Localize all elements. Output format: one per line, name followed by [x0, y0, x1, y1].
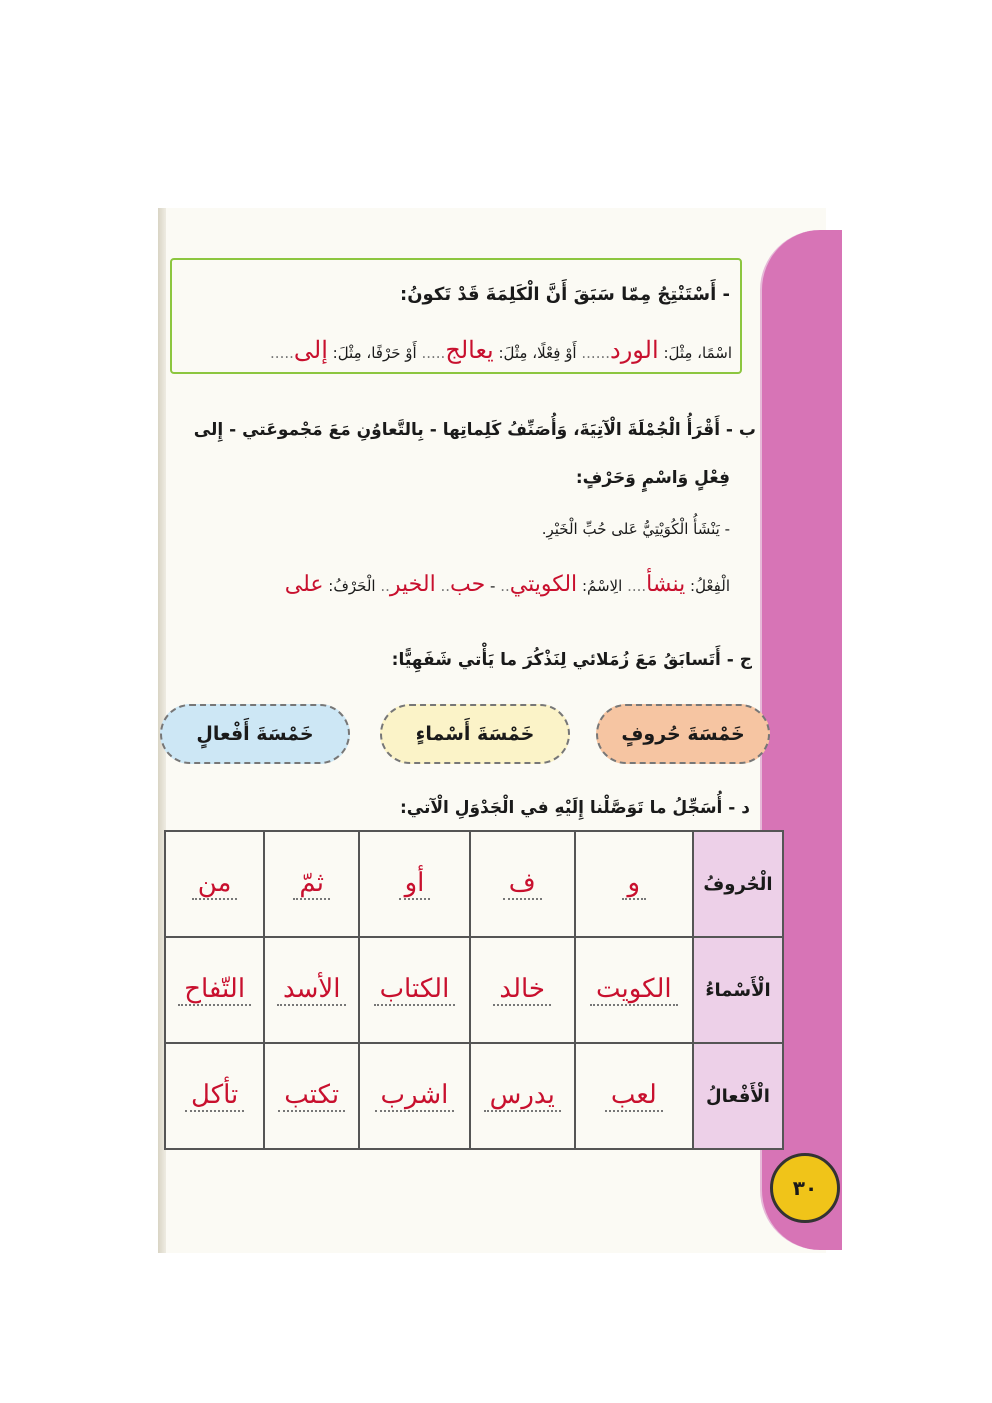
section-d-heading: د - أُسَجِّلُ ما تَوَصَّلْنا إِلَيْهِ في الْجَدْوَلِ الْآتي: [400, 798, 750, 818]
section-b-heading-line1: ب - أَقْرَأُ الْجُمْلَةَ الْآتِيَةَ، وَأُصَنِّفُ كَلِماتِها - بِالتَّعاوُنِ مَعَ مَجْموعَتي - إِلى [193, 420, 756, 440]
cell-answer: التّفاح [178, 974, 251, 1006]
section-b-sentence: - يَنْشَأُ الْكُوَيْتِيُّ عَلى حُبِّ الْخَيْرِ. [541, 520, 730, 538]
table-row-letters [165, 831, 783, 937]
cell-answer: اشرب [375, 1080, 455, 1112]
cell-answer: و [622, 868, 647, 900]
noun-answer-b-3: الخير [389, 572, 436, 597]
table-cell [470, 1043, 575, 1149]
pill-five-verbs-label: خَمْسَةَ أَفْعالٍ [196, 723, 314, 745]
table-cell [165, 937, 264, 1043]
section-b-answer-line: الْفِعْلُ: ينشأ.... الِاسْمُ: الكويتي.. - حب.. الخير.. الْحَرْفُ: على [284, 572, 730, 597]
table-cell [165, 1043, 264, 1149]
noun-answer-b-1: الكويتي [509, 572, 578, 597]
cell-answer: ثمّ [293, 868, 330, 900]
table-cell [264, 1043, 359, 1149]
noun-answer-b-2: حب [450, 572, 486, 597]
pill-five-nouns-label: خَمْسَةَ أَسْماءٍ [415, 723, 535, 745]
cell-answer: الأسد [277, 974, 346, 1006]
table-row-verbs [165, 1043, 783, 1149]
table-cell [359, 1043, 470, 1149]
prefix-letter: أَوْ حَرْفًا، مِثْلَ: [332, 344, 417, 362]
letter-answer: إلى [293, 336, 328, 364]
pill-five-nouns [380, 704, 570, 764]
table-cell [359, 831, 470, 937]
section-a-answer-line: اسْمًا، مِثْلَ: الورد...... أَوْ فِعْلًا، مِثْلَ: يعالج..... أَوْ حَرْفًا، مِثْلَ: إلى..... [270, 336, 732, 364]
row-head-verbs: الْأَفْعالُ [693, 1043, 783, 1149]
page-number-badge [770, 1153, 840, 1223]
classification-table [164, 830, 784, 1150]
section-c-heading: ج - أَتَسابَقُ مَعَ زُمَلائي لِنَذْكُرَ ما يَأْتي شَفَهِيًّا: [391, 650, 752, 670]
page-number: ٣٠ [792, 1176, 818, 1200]
cell-answer: من [192, 868, 238, 900]
table-cell [470, 831, 575, 937]
table-cell [165, 831, 264, 937]
table-cell [470, 937, 575, 1043]
verb-answer-b: ينشأ [646, 572, 686, 597]
row-head-letters: الْحُروفُ [693, 831, 783, 937]
cell-answer: خالد [493, 974, 551, 1006]
cell-answer: يدرس [484, 1080, 561, 1112]
label-noun: الِاسْمُ: [581, 577, 623, 595]
label-verb: الْفِعْلُ: [690, 577, 730, 595]
cell-answer: تكتب [278, 1080, 345, 1112]
pill-five-letters [596, 704, 770, 764]
table-cell [264, 937, 359, 1043]
cell-answer: تأكل [185, 1080, 244, 1112]
noun-answer: الورد [610, 336, 659, 364]
row-head-nouns: الْأَسْماءُ [693, 937, 783, 1043]
cell-answer: الكتاب [374, 974, 456, 1006]
cell-answer: الكويت [590, 974, 678, 1006]
table-cell [575, 937, 693, 1043]
pill-five-verbs [160, 704, 350, 764]
table-row-nouns [165, 937, 783, 1043]
cell-answer: ف [503, 868, 542, 900]
letter-answer-b: على [284, 572, 324, 597]
table-cell [264, 831, 359, 937]
table-cell [359, 937, 470, 1043]
section-b-heading-line2: فِعْلٍ وَاسْمٍ وَحَرْفٍ: [575, 468, 730, 488]
cell-answer: أو [399, 868, 431, 900]
pill-five-letters-label: خَمْسَةَ حُروفٍ [621, 723, 745, 745]
verb-answer: يعالج [445, 336, 494, 364]
prefix-verb: أَوْ فِعْلًا، مِثْلَ: [498, 344, 577, 362]
section-a-heading: - أَسْتَنْتِجُ مِمّا سَبَقَ أَنَّ الْكَلِمَةَ قَدْ تَكونُ: [400, 284, 730, 305]
prefix-noun: اسْمًا، مِثْلَ: [663, 344, 732, 362]
table-cell [575, 1043, 693, 1149]
table-cell [575, 831, 693, 937]
cell-answer: لعب [605, 1080, 663, 1112]
label-letter: الْحَرْفُ: [328, 577, 376, 595]
